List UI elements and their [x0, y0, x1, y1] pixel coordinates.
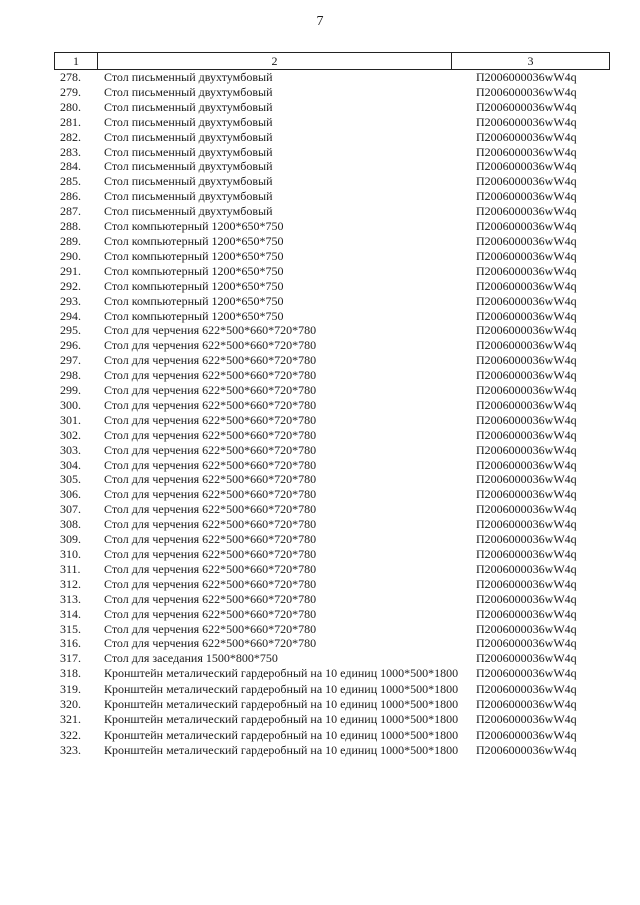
row-name: Стол для черчения 622*500*660*720*780 [104, 606, 317, 621]
table-row [60, 697, 610, 712]
row-num: 288. [60, 219, 81, 234]
table-row [60, 472, 610, 487]
row-code: П2006000036wW4q [476, 383, 577, 398]
row-name: Стол для черчения 622*500*660*720*780 [104, 487, 317, 502]
row-code: П2006000036wW4q [476, 651, 577, 666]
row-code: П2006000036wW4q [476, 412, 577, 427]
table-row [60, 309, 610, 324]
row-num: 279. [60, 84, 81, 99]
row-code: П2006000036wW4q [476, 308, 577, 323]
table-row [60, 115, 610, 130]
row-name: Стол письменный двухтумбовый [104, 174, 273, 189]
row-num: 290. [60, 248, 81, 263]
table-row [60, 204, 610, 219]
row-code: П2006000036wW4q [476, 561, 577, 576]
row-name: Стол компьютерный 1200*650*750 [104, 248, 284, 263]
row-name: Стол для черчения 622*500*660*720*780 [104, 502, 317, 517]
row-name: Стол компьютерный 1200*650*750 [104, 278, 284, 293]
row-code: П2006000036wW4q [476, 189, 577, 204]
table-row [60, 294, 610, 309]
column-header-1: 1 [55, 53, 98, 69]
page-number: 7 [316, 14, 324, 29]
row-code: П2006000036wW4q [476, 547, 577, 561]
row-num: 294. [60, 308, 81, 323]
row-num: 292. [60, 278, 81, 293]
table-row [60, 682, 610, 697]
table-row [60, 728, 610, 743]
table-row [60, 547, 610, 562]
row-num: 311. [60, 561, 81, 576]
row-code: П2006000036wW4q [476, 114, 577, 129]
table-row [60, 338, 610, 353]
row-code: П2006000036wW4q [476, 204, 577, 219]
row-name: Стол для черчения 622*500*660*720*780 [104, 383, 317, 398]
row-name: Кронштейн металический гардеробный на 10 единиц 1000*500*1800 [104, 666, 459, 681]
row-num: 303. [60, 442, 81, 457]
row-code: П2006000036wW4q [476, 532, 577, 547]
row-name: Стол для черчения 622*500*660*720*780 [104, 412, 317, 427]
row-name: Кронштейн металический гардеробный на 10 единиц 1000*500*1800 [104, 743, 459, 758]
row-name: Кронштейн металический гардеробный на 10 единиц 1000*500*1800 [104, 727, 459, 742]
row-code: П2006000036wW4q [476, 666, 577, 681]
table-row [60, 189, 610, 204]
row-num: 308. [60, 517, 81, 532]
row-code: П2006000036wW4q [476, 353, 577, 368]
table-row [60, 159, 610, 174]
row-name: Стол для черчения 622*500*660*720*780 [104, 591, 317, 606]
row-name: Стол письменный двухтумбовый [104, 204, 273, 219]
row-name: Стол для черчения 622*500*660*720*780 [104, 442, 317, 457]
row-name: Стол для черчения 622*500*660*720*780 [104, 323, 317, 338]
row-code: П2006000036wW4q [476, 517, 577, 532]
row-name: Стол для черчения 622*500*660*720*780 [104, 547, 317, 561]
row-name: Стол для черчения 622*500*660*720*780 [104, 472, 317, 487]
row-code: П2006000036wW4q [476, 472, 577, 487]
row-name: Стол для черчения 622*500*660*720*780 [104, 338, 317, 353]
column-header-3: 3 [527, 54, 534, 68]
row-code: П2006000036wW4q [476, 293, 577, 308]
row-name: Стол компьютерный 1200*650*750 [104, 263, 284, 278]
table-header [54, 52, 610, 70]
row-num: 282. [60, 129, 81, 144]
row-num: 304. [60, 457, 81, 472]
row-num: 323. [60, 743, 81, 758]
table-row [60, 130, 610, 145]
row-num: 306. [60, 487, 81, 502]
row-code: П2006000036wW4q [476, 576, 577, 591]
row-name: Стол для черчения 622*500*660*720*780 [104, 397, 317, 412]
row-code: П2006000036wW4q [476, 397, 577, 412]
row-num: 301. [60, 412, 81, 427]
table-row [60, 443, 610, 458]
row-num: 293. [60, 293, 81, 308]
row-name: Кронштейн металический гардеробный на 10 единиц 1000*500*1800 [104, 697, 459, 712]
row-code: П2006000036wW4q [476, 338, 577, 353]
inventory-table [54, 52, 610, 759]
row-code: П2006000036wW4q [476, 323, 577, 338]
row-num: 289. [60, 233, 81, 248]
row-code: П2006000036wW4q [476, 233, 577, 248]
row-name: Стол для черчения 622*500*660*720*780 [104, 368, 317, 383]
row-name: Стол письменный двухтумбовый [104, 114, 273, 129]
row-num: 312. [60, 576, 81, 591]
table-row [60, 383, 610, 398]
row-num: 280. [60, 99, 81, 114]
row-num: 307. [60, 502, 81, 517]
table-row [60, 517, 610, 532]
row-name: Стол для черчения 622*500*660*720*780 [104, 576, 317, 591]
row-name: Стол для черчения 622*500*660*720*780 [104, 353, 317, 368]
row-code: П2006000036wW4q [476, 248, 577, 263]
row-num: 278. [60, 70, 81, 84]
row-name: Кронштейн металический гардеробный на 10 единиц 1000*500*1800 [104, 712, 459, 727]
table-row [60, 592, 610, 607]
row-num: 305. [60, 472, 81, 487]
row-name: Стол для черчения 622*500*660*720*780 [104, 636, 317, 651]
table-row [60, 219, 610, 234]
row-name: Стол для черчения 622*500*660*720*780 [104, 532, 317, 547]
table-row [60, 562, 610, 577]
row-num: 313. [60, 591, 81, 606]
table-row [60, 607, 610, 622]
row-code: П2006000036wW4q [476, 144, 577, 159]
row-num: 317. [60, 651, 81, 666]
row-name: Стол письменный двухтумбовый [104, 159, 273, 174]
row-name: Стол письменный двухтумбовый [104, 84, 273, 99]
row-num: 322. [60, 727, 81, 742]
row-num: 285. [60, 174, 81, 189]
row-code: П2006000036wW4q [476, 84, 577, 99]
row-num: 302. [60, 427, 81, 442]
row-num: 296. [60, 338, 81, 353]
row-num: 319. [60, 681, 81, 696]
row-code: П2006000036wW4q [476, 129, 577, 144]
row-code: П2006000036wW4q [476, 368, 577, 383]
table-row [60, 712, 610, 727]
row-num: 287. [60, 204, 81, 219]
table-row [60, 428, 610, 443]
row-name: Стол компьютерный 1200*650*750 [104, 308, 284, 323]
table-row [60, 458, 610, 473]
row-code: П2006000036wW4q [476, 99, 577, 114]
row-name: Стол письменный двухтумбовый [104, 189, 273, 204]
table-row [60, 174, 610, 189]
table-row [60, 651, 610, 666]
row-num: 309. [60, 532, 81, 547]
table-row [60, 100, 610, 115]
row-num: 321. [60, 712, 81, 727]
row-name: Стол для черчения 622*500*660*720*780 [104, 427, 317, 442]
row-code: П2006000036wW4q [476, 502, 577, 517]
table-row [60, 264, 610, 279]
row-name: Стол письменный двухтумбовый [104, 129, 273, 144]
table-body [54, 70, 610, 758]
row-code: П2006000036wW4q [476, 487, 577, 502]
row-code: П2006000036wW4q [476, 743, 577, 758]
row-code: П2006000036wW4q [476, 457, 577, 472]
row-code: П2006000036wW4q [476, 681, 577, 696]
table-row [60, 413, 610, 428]
row-num: 314. [60, 606, 81, 621]
row-code: П2006000036wW4q [476, 70, 577, 84]
row-num: 310. [60, 547, 81, 561]
table-row [60, 85, 610, 100]
table-row [60, 666, 610, 681]
row-name: Кронштейн металический гардеробный на 10 единиц 1000*500*1800 [104, 681, 459, 696]
row-code: П2006000036wW4q [476, 591, 577, 606]
row-name: Стол для черчения 622*500*660*720*780 [104, 621, 317, 636]
row-name: Стол компьютерный 1200*650*750 [104, 233, 284, 248]
row-name: Стол компьютерный 1200*650*750 [104, 219, 284, 234]
row-num: 315. [60, 621, 81, 636]
row-num: 318. [60, 666, 81, 681]
row-num: 291. [60, 263, 81, 278]
column-header-2: 2 [98, 53, 452, 69]
row-num: 286. [60, 189, 81, 204]
table-row [60, 70, 610, 85]
row-code: П2006000036wW4q [476, 621, 577, 636]
table-row [60, 622, 610, 637]
row-name: Стол для черчения 622*500*660*720*780 [104, 561, 317, 576]
table-row [60, 743, 610, 758]
row-num: 299. [60, 383, 81, 398]
row-code: П2006000036wW4q [476, 174, 577, 189]
table-row [60, 234, 610, 249]
table-row [60, 532, 610, 547]
table-row [60, 353, 610, 368]
row-name: Стол для заседания 1500*800*750 [104, 651, 278, 666]
row-num: 281. [60, 114, 81, 129]
row-name: Стол письменный двухтумбовый [104, 144, 273, 159]
table-row [60, 249, 610, 264]
row-name: Стол письменный двухтумбовый [104, 99, 273, 114]
row-code: П2006000036wW4q [476, 606, 577, 621]
table-row [60, 323, 610, 338]
row-code: П2006000036wW4q [476, 442, 577, 457]
row-code: П2006000036wW4q [476, 712, 577, 727]
table-row [60, 279, 610, 294]
table-row [60, 636, 610, 651]
row-name: Стол компьютерный 1200*650*750 [104, 293, 284, 308]
table-row [60, 487, 610, 502]
row-name: Стол для черчения 622*500*660*720*780 [104, 457, 317, 472]
row-num: 284. [60, 159, 81, 174]
table-row [60, 145, 610, 160]
row-code: П2006000036wW4q [476, 263, 577, 278]
row-num: 320. [60, 697, 81, 712]
row-code: П2006000036wW4q [476, 219, 577, 234]
row-code: П2006000036wW4q [476, 697, 577, 712]
row-code: П2006000036wW4q [476, 727, 577, 742]
row-num: 283. [60, 144, 81, 159]
row-num: 300. [60, 397, 81, 412]
row-num: 297. [60, 353, 81, 368]
table-row [60, 368, 610, 383]
row-num: 298. [60, 368, 81, 383]
row-code: П2006000036wW4q [476, 636, 577, 651]
row-name: Стол для черчения 622*500*660*720*780 [104, 517, 317, 532]
table-row [60, 502, 610, 517]
row-code: П2006000036wW4q [476, 278, 577, 293]
row-name: Стол письменный двухтумбовый [104, 70, 273, 84]
table-row [60, 398, 610, 413]
table-row [60, 577, 610, 592]
row-code: П2006000036wW4q [476, 159, 577, 174]
row-num: 295. [60, 323, 81, 338]
row-code: П2006000036wW4q [476, 427, 577, 442]
row-num: 316. [60, 636, 81, 651]
